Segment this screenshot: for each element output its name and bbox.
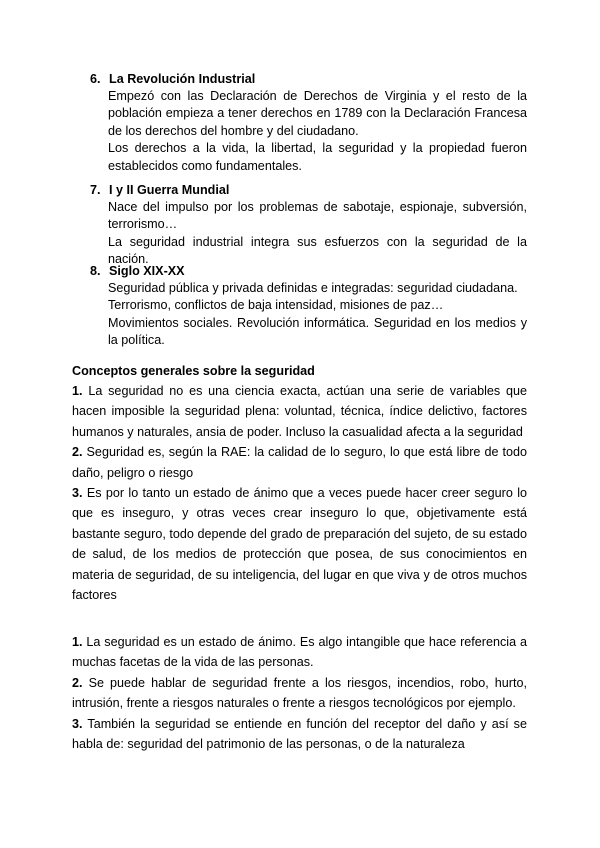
section-number: 7. — [90, 183, 101, 197]
paragraph: Empezó con las Declaración de Derechos de Virginia y el resto de la población empieza a tener derechos en 1789 con la Declaración Francesa de los derechos del hombre y del ciudadano. — [108, 89, 527, 138]
concept-item — [72, 673, 527, 714]
concept-item — [72, 714, 527, 755]
section-title — [90, 71, 527, 88]
concepts-section — [72, 361, 527, 605]
section-body — [108, 280, 527, 350]
section-title-text: I y II Guerra Mundial — [109, 183, 230, 197]
paragraph: Los derechos a la vida, la libertad, la seguridad y la propiedad fueron establecidos como fundamentales. — [108, 141, 527, 173]
section-number: 8. — [90, 264, 101, 278]
section-title — [90, 263, 527, 280]
concept-item — [72, 483, 527, 605]
concept-item-text: Es por lo tanto un estado de ánimo que a veces puede hacer creer seguro lo que es inseguro, y otras veces crear inseguro lo que, objetivamente está bastante seguro, todo depende del grado de preparación del sujeto, de su estado de salud, de los medios de protección que posea, de sus conocimientos en materia de seguridad, de su inteligencia, del lugar en que viva y de otros muchos factores — [72, 486, 527, 603]
section-title-text: Siglo XIX-XX — [109, 264, 185, 278]
concept-item-number: 3. — [72, 486, 83, 501]
section-revolucion-industrial — [90, 71, 527, 175]
concept-item-number: 2. — [72, 675, 83, 690]
paragraph: Nace del impulso por los problemas de sabotaje, espionaje, subversión, terrorismo… — [108, 200, 527, 232]
paragraph: La seguridad industrial integra sus esfuerzos con la seguridad de la nación. — [108, 234, 527, 267]
concept-item-text: La seguridad es un estado de ánimo. Es algo intangible que hace referencia a muchas facetas de la vida de las personas. — [72, 635, 527, 670]
concept-item-number: 1. — [72, 635, 83, 649]
section-number: 6. — [90, 72, 101, 86]
section-title-text: La Revolución Industrial — [109, 72, 256, 86]
concept-item — [72, 381, 527, 442]
concept-item-text: Seguridad es, según la RAE: la calidad de lo seguro, lo que está libre de todo daño, peligro o riesgo — [72, 445, 527, 480]
concept-item-number: 3. — [72, 716, 83, 731]
section-body — [108, 88, 527, 175]
paragraph: Seguridad pública y privada definidas e integradas: seguridad ciudadana. — [108, 281, 518, 295]
paragraph: Terrorismo, conflictos de baja intensidad, misiones de paz… — [108, 298, 444, 313]
concept-item — [72, 442, 527, 483]
section-guerra-mundial — [90, 182, 527, 269]
section-siglo-xix-xx — [90, 263, 527, 350]
concepts-section-continued — [72, 632, 527, 754]
section-body — [108, 199, 527, 269]
section-title — [90, 182, 527, 199]
concept-item-text: También la seguridad se entiende en función del receptor del daño y así se habla de: seguridad del patrimonio de las personas, o de la naturaleza — [72, 716, 527, 752]
concept-item-text: La seguridad no es una ciencia exacta, actúan una serie de variables que hacen imposible la seguridad plena: voluntad, técnica, índice delictivo, factores humanos y naturales, ansia de poder. Incluso la casualidad afecta a la seguridad — [72, 384, 527, 439]
concept-item — [72, 632, 527, 673]
concepts-heading: Conceptos generales sobre la seguridad — [72, 364, 315, 378]
paragraph: Movimientos sociales. Revolución informática. Seguridad en los medios y la política. — [108, 315, 527, 348]
concept-item-text: Se puede hablar de seguridad frente a los riesgos, incendios, robo, hurto, intrusión, frente a riesgos naturales o frente a riesgos tecnológicos por ejemplo. — [72, 675, 527, 711]
concept-item-number: 2. — [72, 445, 83, 460]
concept-item-number: 1. — [72, 384, 83, 398]
